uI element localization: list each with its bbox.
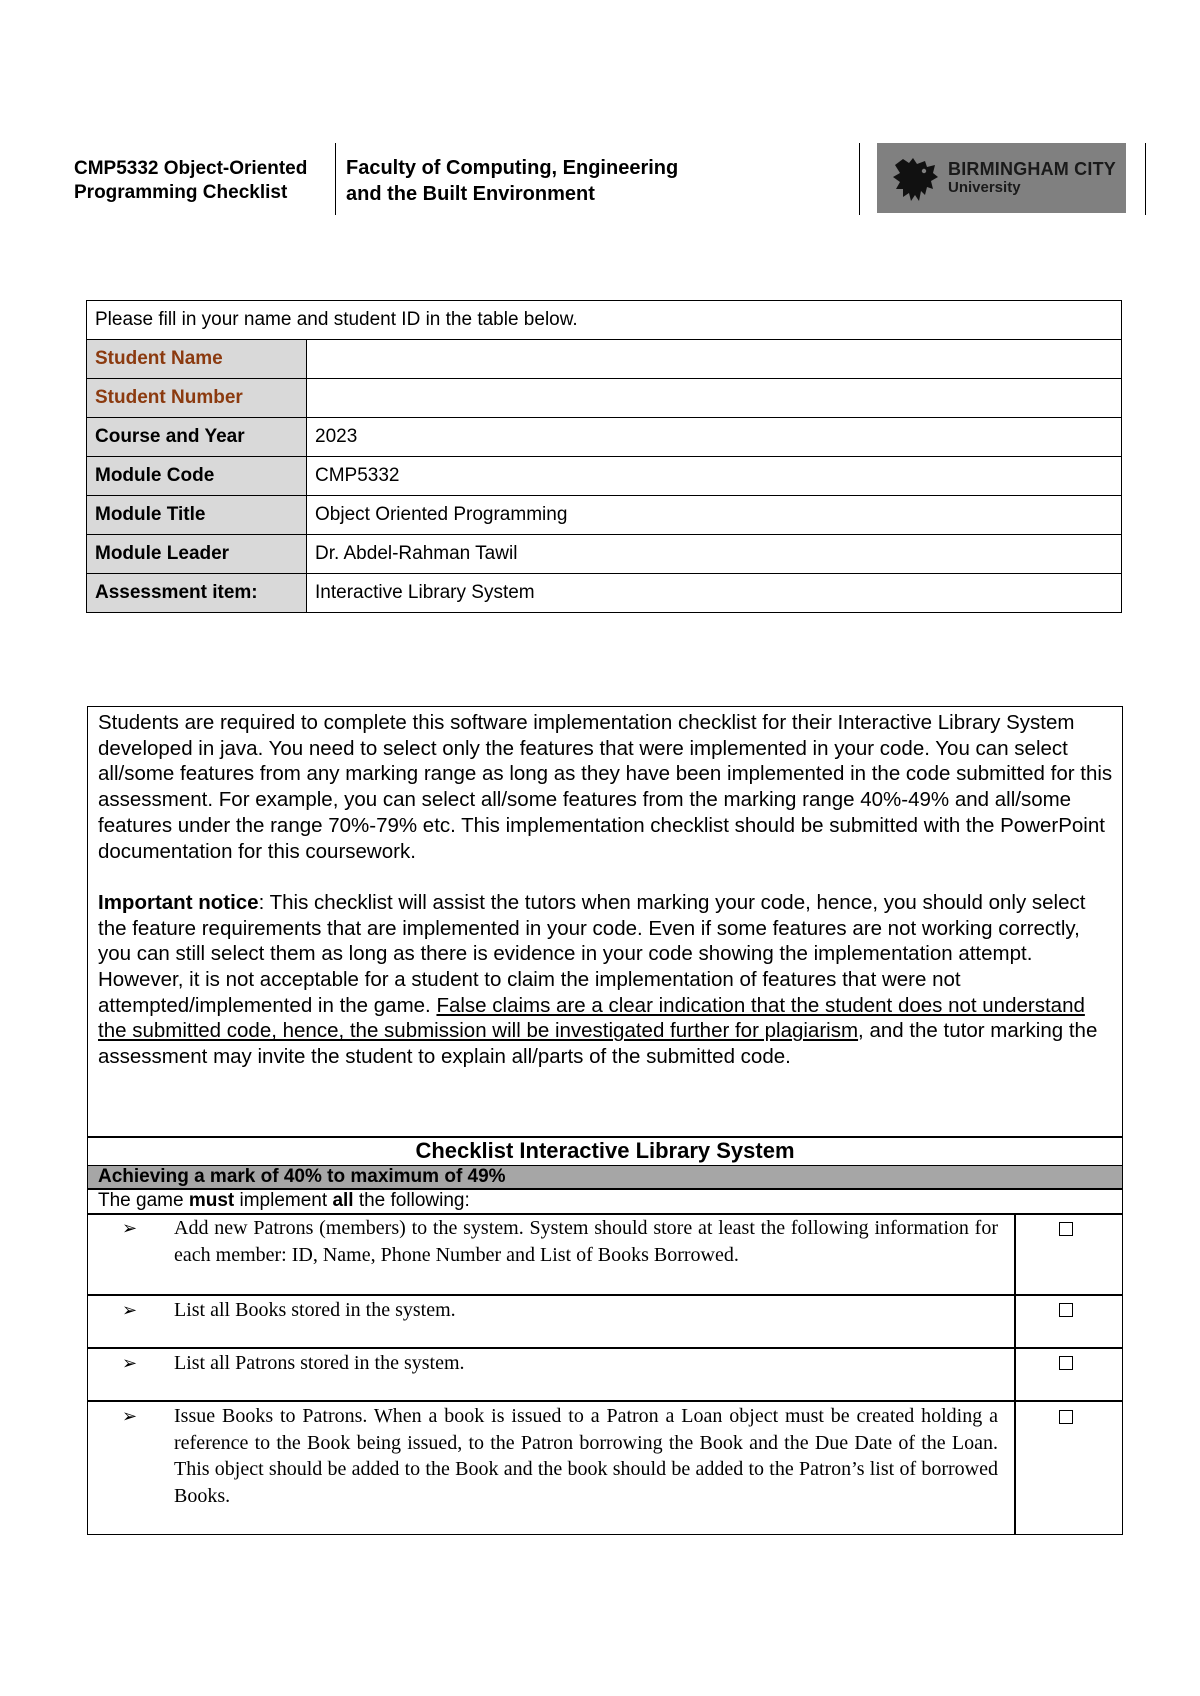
- notice-end: , and the tutor marking the assessment may invite the student to explain all/parts of the submitted code.: [98, 1019, 1098, 1069]
- module-title-label: Module Title: [87, 496, 307, 535]
- notice-warning: False claims are a clear indication that the student does not understand the submitted code, hence, the submission will be investigated further for plagiarism: [98, 993, 1085, 1043]
- header-divider: [1145, 143, 1146, 215]
- arrow-bullet-icon: ➢: [122, 1406, 138, 1426]
- logo-subtext: University: [948, 179, 1021, 196]
- instructions-paragraph: Students are required to complete this software implementation checklist for their Interactive Library System developed in java. You need to select only the features that were implemented in your code. You can select all/some features from any marking range as long as they have been implemented in the code submitted for this assessment. For example, you can select all/some features from the marking range 40%-49% and all/some features under the range 70%-79% etc. This implementation checklist should be submitted with the PowerPoint documentation for this coursework.: [98, 711, 1113, 863]
- header-divider: [859, 143, 860, 215]
- module-title-line1: CMP5332 Object-Oriented: [74, 158, 308, 179]
- module-title-value: Object Oriented Programming: [307, 496, 1122, 535]
- checklist-item: [122, 1215, 998, 1268]
- arrow-bullet-icon: ➢: [122, 1353, 138, 1373]
- module-leader-value: Dr. Abdel-Rahman Tawil: [307, 535, 1122, 574]
- divider: [88, 1347, 1122, 1349]
- checklist-box: [87, 706, 1123, 1535]
- notice-label: Important notice: [98, 890, 259, 914]
- divider: [88, 1400, 1122, 1402]
- student-name-field[interactable]: [307, 340, 1122, 379]
- student-number-field[interactable]: [307, 379, 1122, 418]
- table-row: [87, 301, 1122, 340]
- student-name-label: Student Name: [87, 340, 307, 379]
- checklist-item-text: Issue Books to Patrons. When a book is issued to a Patron a Loan object must be created holding a reference to the Book being issued, to the Patron borrowing the Book and the Due Date of the Loan. This object should be added to the Book and the book should be added to the Patron’s list of borrowed Books.: [174, 1405, 998, 1507]
- module-code-value: CMP5332: [307, 457, 1122, 496]
- requirement-intro: [98, 1189, 470, 1213]
- university-logo: [877, 143, 1126, 213]
- requirement-intro-text: the following:: [353, 1190, 470, 1211]
- faculty-line2: and the Built Environment: [346, 183, 595, 205]
- table-row: [87, 379, 1122, 418]
- checklist-item: [122, 1297, 998, 1324]
- requirement-intro-text: The game: [98, 1190, 189, 1211]
- checklist-item: [122, 1403, 998, 1509]
- course-year-value: 2023: [307, 418, 1122, 457]
- module-code-label: Module Code: [87, 457, 307, 496]
- table-row: [87, 457, 1122, 496]
- checklist-item-text: Add new Patrons (members) to the system. System should store at least the following information for each member: ID, Name, Phone Number and List of Books Borrowed.: [174, 1217, 998, 1266]
- requirement-intro-text: implement: [234, 1190, 333, 1211]
- important-notice: [98, 890, 1118, 1070]
- module-title-line2: Programming Checklist: [74, 182, 288, 203]
- course-year-label: Course and Year: [87, 418, 307, 457]
- checkbox-column-divider: [1014, 1213, 1016, 1534]
- checklist-item-text: List all Books stored in the system.: [174, 1299, 456, 1321]
- assessment-item-value: Interactive Library System: [307, 574, 1122, 613]
- requirement-must: must: [188, 1190, 235, 1211]
- requirement-all: all: [332, 1190, 354, 1211]
- lion-crest-icon: [891, 155, 941, 203]
- checklist-checkbox[interactable]: [1059, 1303, 1073, 1317]
- faculty-name: [346, 155, 766, 207]
- checklist-checkbox[interactable]: [1059, 1222, 1073, 1236]
- module-leader-label: Module Leader: [87, 535, 307, 574]
- table-row: [87, 418, 1122, 457]
- header-divider: [335, 143, 336, 215]
- student-info-table: [86, 300, 1122, 613]
- table-row: [87, 496, 1122, 535]
- document-header: [0, 143, 1200, 217]
- faculty-line1: Faculty of Computing, Engineering: [346, 157, 679, 179]
- student-number-label: Student Number: [87, 379, 307, 418]
- instructions: [98, 710, 1118, 1070]
- checklist-title: Checklist Interactive Library System: [415, 1138, 795, 1163]
- arrow-bullet-icon: ➢: [122, 1300, 138, 1320]
- checklist-checkbox[interactable]: [1059, 1356, 1073, 1370]
- table-instruction: Please fill in your name and student ID in the table below.: [87, 301, 1122, 340]
- checklist-checkbox[interactable]: [1059, 1410, 1073, 1424]
- divider: [88, 1294, 1122, 1296]
- assessment-item-label: Assessment item:: [87, 574, 307, 613]
- logo-wordmark: BIRMINGHAM CITY: [948, 159, 1116, 179]
- mark-band-header: Achieving a mark of 40% to maximum of 49%: [88, 1166, 1122, 1188]
- module-checklist-title: [74, 157, 334, 205]
- checklist-item-text: List all Patrons stored in the system.: [174, 1352, 465, 1374]
- arrow-bullet-icon: ➢: [122, 1218, 138, 1238]
- notice-text: : This checklist will assist the tutors when marking your code, hence, you should only select the feature requirements that are implemented in your code. Even if some features are not working correctly, you can still select them as long as there is evidence in your code showing the implementation attempt. However, it is not acceptable for a student to claim the implementation of features that were not attempted/implemented in the game.: [98, 890, 1086, 1017]
- table-row: [87, 535, 1122, 574]
- table-row: [87, 574, 1122, 613]
- checklist-item: [122, 1350, 998, 1377]
- table-row: [87, 340, 1122, 379]
